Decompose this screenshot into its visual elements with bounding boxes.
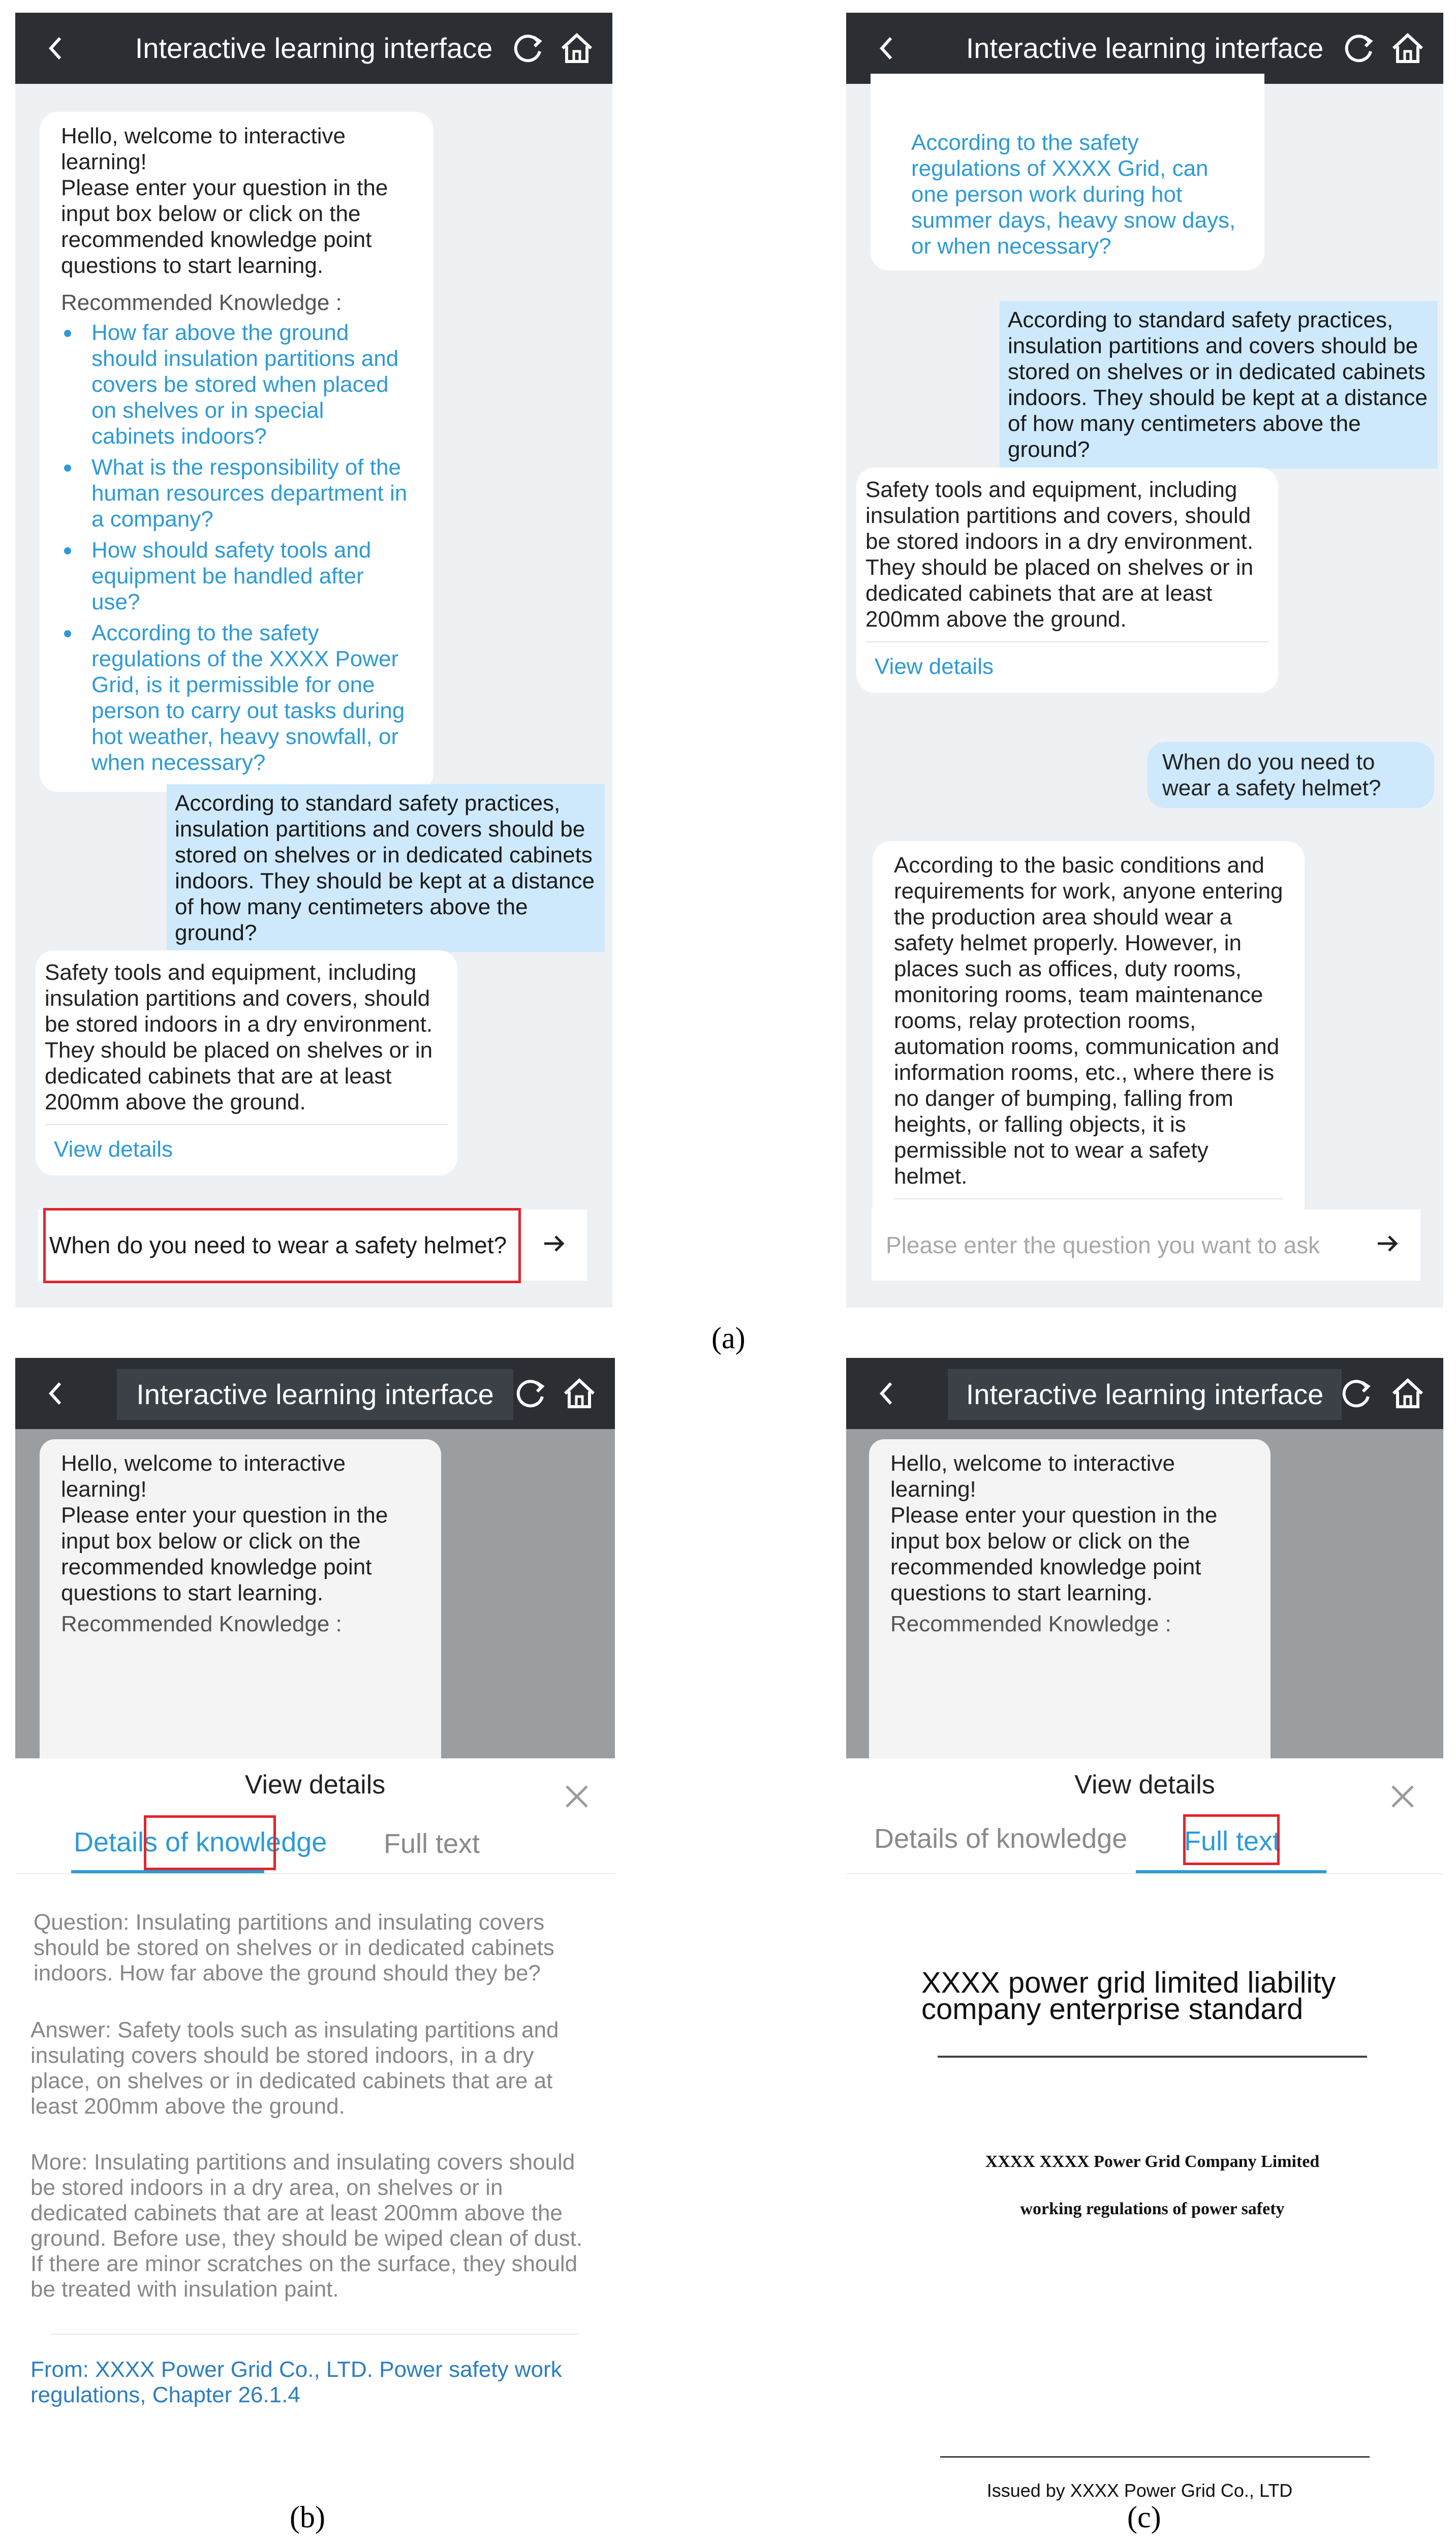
recommended-label: Recommended Knowledge : <box>61 290 342 315</box>
details-sheet <box>846 1758 1443 2501</box>
bot-answer <box>873 841 1305 1250</box>
caption-a: (a) <box>711 1321 746 1355</box>
user-message: According to standard safety practices, insulation partitions and covers should be stored on shelves or in dedicated cabinets indoors. They should be kept at a distance of how many centimeters above the ground? <box>1000 301 1438 469</box>
welcome-line-2: Please enter your question in the input box below or click on the recommended knowledge point questions to start learning. <box>890 1503 1218 1605</box>
divider <box>865 641 1269 642</box>
recommended-list <box>61 320 412 776</box>
app-header <box>846 13 1443 84</box>
welcome-bubble <box>40 1439 441 1758</box>
refresh-icon[interactable] <box>1337 1373 1377 1414</box>
welcome-bubble <box>869 1439 1271 1758</box>
welcome-bubble <box>40 112 433 792</box>
divider <box>45 1124 448 1125</box>
page-title: Interactive learning interface <box>966 32 1324 64</box>
page-title: Interactive learning interface <box>117 1369 513 1420</box>
tab-details-of-knowledge[interactable]: Details of knowledge <box>74 1827 327 1857</box>
input-highlight <box>43 1208 521 1283</box>
doc-issued: Issued by XXXX Power Grid Co., LTD <box>986 2480 1293 2501</box>
app-header <box>15 1358 615 1429</box>
panel-b <box>15 1358 615 2489</box>
bot-answer <box>856 468 1278 693</box>
view-details-link[interactable]: View details <box>54 1137 173 1162</box>
answer-text: Safety tools and equipment, including insulation partitions and covers, should be stored indoors in a dry environment. They should be placed on shelves or in dedicated cabinets that are at least 200mm above the ground. <box>45 960 433 1114</box>
panel-a1 <box>15 13 612 1308</box>
caption-c: (c) <box>1127 2500 1161 2534</box>
bot-answer <box>36 950 457 1175</box>
knowledge-answer: Answer: Safety tools such as insulating partitions and insulating covers should be stored indoors, in a dry place, on shelves or in dedicated cabinets that are at least 200mm above the ground. <box>30 2018 559 2119</box>
recommended-item[interactable]: How far above the ground should insulation partitions and covers be stored when placed on shelves or in special cabinets indoors? <box>61 320 412 449</box>
panel-a2 <box>846 13 1443 1308</box>
tab-highlight <box>1183 1814 1280 1865</box>
home-icon[interactable] <box>1387 1373 1428 1414</box>
refresh-icon[interactable] <box>508 28 549 69</box>
user-message: According to standard safety practices, insulation partitions and covers should be stored on shelves or in dedicated cabinets indoors. They should be kept at a distance of how many centimeters above the ground? <box>167 784 605 952</box>
recommended-bubble-scrolled <box>871 74 1264 270</box>
back-button[interactable] <box>877 1379 897 1412</box>
home-icon[interactable] <box>1387 28 1428 69</box>
welcome-line-2: Please enter your question in the input box below or click on the recommended knowledge point questions to start learning. <box>61 1503 388 1605</box>
recommended-item[interactable]: What is the responsibility of the human resources department in a company? <box>61 454 412 532</box>
knowledge-more: More: Insulating partitions and insulating covers should be stored indoors in a dry area, on shelves or in dedicated cabinets that are at least 200mm above the ground. Before use, they should be wiped clean of dust. If there are minor scratches on the surface, they should be treated with insulation paint. <box>30 2150 583 2302</box>
recommended-item[interactable]: According to the safety regulations of the XXXX Power Grid, is it permissible for one person to carry out tasks during hot weather, heavy snowfall, or when necessary? <box>61 620 412 776</box>
divider <box>51 2334 579 2335</box>
doc-heading-line-1: XXXX power grid limited liability <box>921 1966 1336 1999</box>
details-sheet <box>15 1758 615 2489</box>
send-button[interactable] <box>1375 1231 1400 1262</box>
sheet-title: View details <box>244 1770 386 1800</box>
chevron-left-icon <box>877 1379 897 1408</box>
doc-company: XXXX XXXX Power Grid Company Limited <box>985 2152 1320 2171</box>
refresh-icon[interactable] <box>1339 28 1380 69</box>
doc-regulation: working regulations of power safety <box>1020 2199 1285 2218</box>
tab-full-text[interactable]: Full text <box>384 1829 480 1859</box>
doc-rule-bottom <box>940 2456 1370 2458</box>
dim-overlay[interactable] <box>846 1429 1443 1758</box>
tabs-divider <box>15 1873 615 1874</box>
view-details-link[interactable]: View details <box>875 654 994 679</box>
welcome-line-1: Hello, welcome to interactive learning! <box>61 123 346 174</box>
answer-text: Safety tools and equipment, including insulation partitions and covers, should be stored indoors in a dry environment. They should be placed on shelves or in dedicated cabinets that are at least 200mm above the ground. <box>865 477 1254 632</box>
send-button[interactable] <box>541 1231 567 1262</box>
question-input[interactable] <box>872 1210 1420 1281</box>
page-title: Interactive learning interface <box>135 32 493 64</box>
answer-text: According to the basic conditions and requirements for work, anyone entering the production area should wear a safety helmet properly. However, in places such as offices, duty rooms, monitoring rooms, team maintenance rooms, relay protection rooms, automation rooms, communication and information rooms, etc., where there is no danger of bumping, falling from heights, or falling objects, it is permissible not to wear a safety helmet. <box>894 853 1283 1189</box>
recommended-item[interactable]: How should safety tools and equipment be handled after use? <box>61 537 412 615</box>
close-icon[interactable] <box>562 1781 592 1812</box>
doc-rule-top <box>938 2056 1367 2058</box>
dim-overlay[interactable] <box>15 1429 615 1758</box>
welcome-line-2: Please enter your question in the input box below or click on the recommended knowledge point questions to start learning. <box>61 175 388 278</box>
recommended-item[interactable]: According to the safety regulations of XXXX Grid, can one person work during hot summer days, heavy snow days, or when necessary? <box>911 130 1236 259</box>
app-header <box>846 1358 1443 1429</box>
source-link[interactable]: From: XXXX Power Grid Co., LTD. Power safety work regulations, Chapter 26.1.4 <box>30 2357 562 2407</box>
caption-b: (b) <box>290 2500 325 2534</box>
refresh-icon[interactable] <box>511 1373 551 1414</box>
recommended-label: Recommended Knowledge : <box>61 1612 342 1636</box>
welcome-line-1: Hello, welcome to interactive learning! <box>890 1451 1175 1502</box>
home-icon[interactable] <box>559 1373 600 1414</box>
tabs-divider <box>846 1873 1443 1874</box>
tab-highlight <box>144 1815 276 1870</box>
sheet-title: View details <box>1074 1770 1215 1800</box>
recommended-label: Recommended Knowledge : <box>890 1612 1171 1636</box>
arrow-right-icon <box>541 1231 567 1256</box>
tab-full-text[interactable]: Full text <box>1184 1826 1281 1856</box>
user-message: When do you need to wear a safety helmet? <box>1147 742 1434 808</box>
tab-details-of-knowledge[interactable]: Details of knowledge <box>874 1823 1128 1854</box>
chevron-left-icon <box>46 1379 66 1408</box>
doc-heading-line-2: company enterprise standard <box>921 1993 1304 2026</box>
question-input-value[interactable]: When do you need to wear a safety helmet? <box>49 1232 507 1258</box>
app-header <box>15 13 612 84</box>
question-input-placeholder[interactable]: Please enter the question you want to ask <box>886 1232 1320 1258</box>
arrow-right-icon <box>1375 1231 1400 1256</box>
knowledge-question: Question: Insulating partitions and insulating covers should be stored on shelves or in dedicated cabinets indoors. How far above the ground should they be? <box>34 1910 554 1986</box>
panel-c <box>846 1358 1443 2501</box>
back-button[interactable] <box>46 1379 66 1412</box>
divider <box>894 1198 1283 1199</box>
home-icon[interactable] <box>556 28 597 69</box>
close-icon[interactable] <box>1387 1781 1418 1812</box>
welcome-line-1: Hello, welcome to interactive learning! <box>61 1451 346 1502</box>
page-title: Interactive learning interface <box>948 1369 1342 1420</box>
